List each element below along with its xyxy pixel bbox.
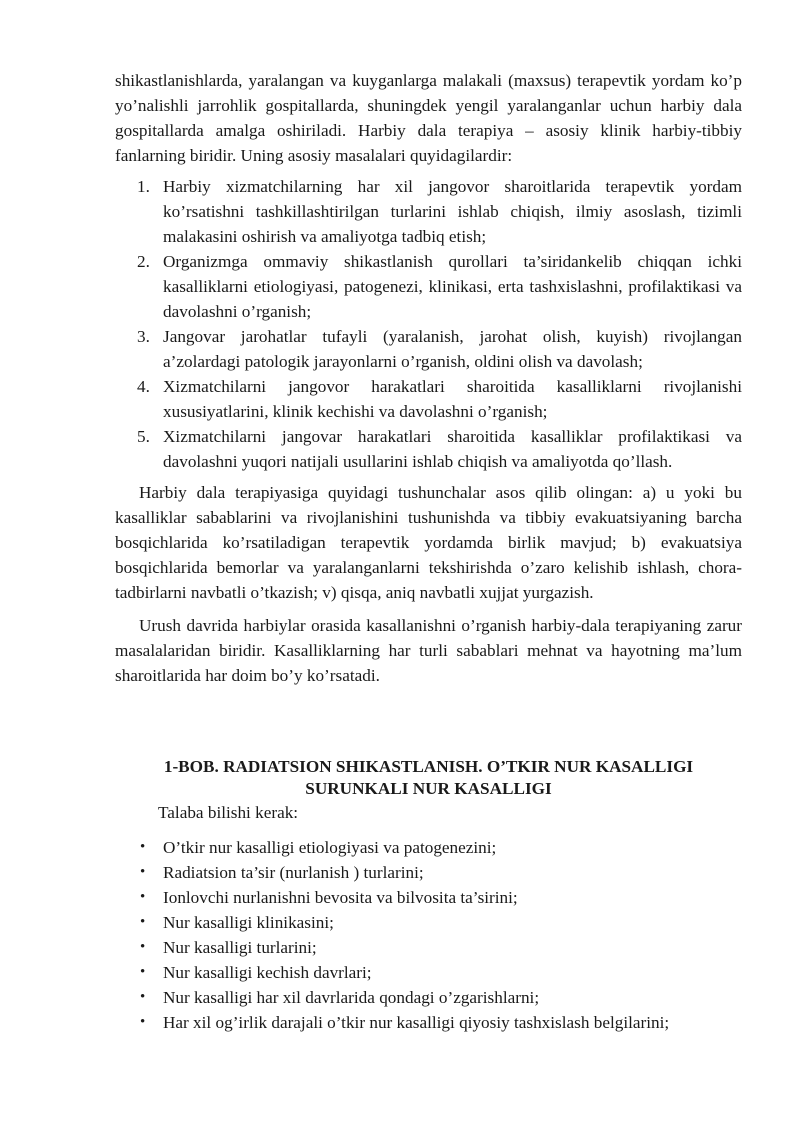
list-item-text: Harbiy xizmatchilarning har xil jangovor sharoitlarida terapevtik yordam ko’rsatishni tashkillashtirilgan turlarini ishlab chiqish, ilmiy asoslash, tizimli malakasini oshirish va amaliyotga tadbiq etish; xyxy=(163,177,742,246)
list-item xyxy=(115,835,742,860)
morbidity-paragraph: Urush davrida harbiylar orasida kasallanishni o’rganish harbiy-dala terapiyaning zarur masalalaridan biridir. Kasalliklarning har turli sabablari mehnat va hayotning ma’lum sharoitlarida har doim bo’y ko’rsatadi. xyxy=(115,616,742,685)
list-item-text: Xizmatchilarni jangovar harakatlari sharoitida kasalliklar profilaktikasi va davolashni yuqori natijali usullarini ishlab chiqish va amaliyotda qo’llash. xyxy=(163,427,742,471)
list-item-text: Nur kasalligi klinikasini; xyxy=(163,913,334,932)
list-item xyxy=(115,424,742,474)
list-number: 4. xyxy=(137,377,150,396)
list-item-text: Nur kasalligi har xil davrlarida qondagi o’zgarishlarni; xyxy=(163,988,540,1007)
list-item-text: Nur kasalligi kechish davrlari; xyxy=(163,963,372,982)
list-item xyxy=(115,960,742,985)
list-item-text: Radiatsion ta’sir (nurlanish ) turlarini; xyxy=(163,863,424,882)
bullet-icon: • xyxy=(140,939,146,955)
list-item-text: Nur kasalligi turlarini; xyxy=(163,938,317,957)
tasks-list xyxy=(115,174,742,474)
list-item xyxy=(115,249,742,324)
list-item xyxy=(115,910,742,935)
list-item-text: O’tkir nur kasalligi etiologiyasi va patogenezini; xyxy=(163,838,497,857)
list-item-text: Organizmga ommaviy shikastlanish qurollari ta’siridankelib chiqqan ichki kasalliklarni etiologiyasi, patogenezi, klinikasi, erta tashxislashni, profilaktikasi va davolashni o’rganish; xyxy=(163,252,742,321)
bullet-icon: • xyxy=(140,839,146,855)
list-item xyxy=(115,1010,742,1035)
learning-intro: Talaba bilishi kerak: xyxy=(158,803,299,822)
list-number: 5. xyxy=(137,427,150,446)
list-item-text: Har xil og’irlik darajali o’tkir nur kasalligi qiyosiy tashxislash belgilarini; xyxy=(163,1013,670,1032)
list-number: 3. xyxy=(137,327,150,346)
list-item xyxy=(115,860,742,885)
bullet-icon: • xyxy=(140,964,146,980)
bullet-icon: • xyxy=(140,914,146,930)
bullet-icon: • xyxy=(140,1014,146,1030)
bullet-icon: • xyxy=(140,864,146,880)
list-item xyxy=(115,935,742,960)
list-item-text: Jangovar jarohatlar tufayli (yaralanish, jarohat olish, kuyish) rivojlangan a’zolardagi patologik jarayonlarni o’rganish, oldini olish va davolash; xyxy=(163,327,742,371)
list-item xyxy=(115,885,742,910)
list-number: 1. xyxy=(137,177,150,196)
learning-list xyxy=(115,835,742,1035)
list-item xyxy=(115,374,742,424)
list-item-text: Ionlovchi nurlanishni bevosita va bilvosita ta’sirini; xyxy=(163,888,518,907)
concepts-paragraph: Harbiy dala terapiyasiga quyidagi tushunchalar asos qilib olingan: a) u yoki bu kasalliklar sabablarini va rivojlanishini tushunishda va tibbiy evakuatsiyaning barcha bosqichlarida ko’rsatiladigan terapevtik yordamda birlik mavjud; b) evakuatsiya bosqichlarida bemorlar va yaralanganlarni tekshirishda o’zaro kelishib ishlash, chora-tadbirlarni navbatli o’tkazish; v) qisqa, aniq navbatli xujjat yurgazish. xyxy=(115,483,742,602)
list-item xyxy=(115,174,742,249)
bullet-icon: • xyxy=(140,989,146,1005)
list-number: 2. xyxy=(137,252,150,271)
list-item xyxy=(115,985,742,1010)
list-item-text: Xizmatchilarni jangovor harakatlari sharoitida kasalliklarni rivojlanishi xususiyatlarini, klinik kechishi va davolashni o’rganish; xyxy=(163,377,742,421)
intro-paragraph: shikastlanishlarda, yaralangan va kuyganlarga malakali (maxsus) terapevtik yordam ko’p yo’nalishli jarrohlik gospitallarda, shuningdek yengil yaralanganlar uchun harbiy dala gospitallarda amalga oshiriladi. Harbiy dala terapiya – asosiy klinik harbiy-tibbiy fanlarning biridir. Uning asosiy masalalari quyidagilardir: xyxy=(115,71,742,165)
bullet-icon: • xyxy=(140,889,146,905)
document-page xyxy=(115,68,742,1035)
chapter-heading: 1-BOB. RADIATSION SHIKASTLANISH. O’TKIR NUR KASALLIGI SURUNKALI NUR KASALLIGI xyxy=(163,757,694,798)
list-item xyxy=(115,324,742,374)
